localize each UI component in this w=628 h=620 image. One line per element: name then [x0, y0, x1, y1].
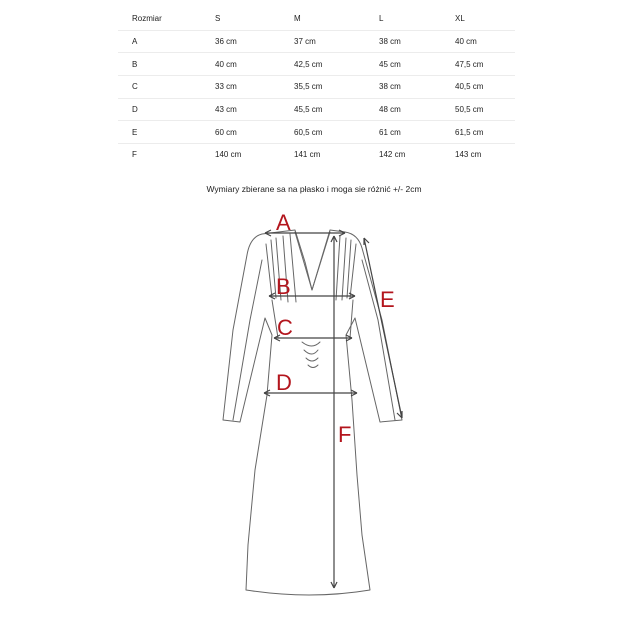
table-cell: 40 cm [215, 53, 294, 76]
label-e: E [380, 287, 395, 312]
table-cell: 61,5 cm [455, 121, 515, 144]
waist-gathers [302, 342, 320, 368]
table-cell: 47,5 cm [455, 53, 515, 76]
table-cell: 45 cm [379, 53, 455, 76]
table-cell: 36 cm [215, 30, 294, 53]
table-cell: C [118, 76, 215, 99]
measurement-note: Wymiary zbierane sa na płasko i moga sie różnić +/- 2cm [206, 184, 422, 194]
neckline-edge [295, 232, 330, 290]
table-cell: 60,5 cm [294, 121, 379, 144]
table-cell: 33 cm [215, 76, 294, 99]
bodice-folds-right [336, 236, 356, 300]
label-f: F [338, 422, 352, 447]
label-b: B [276, 274, 291, 299]
table-cell: 141 cm [294, 150, 321, 160]
table-cell: 140 cm [215, 150, 242, 160]
left-sleeve-seam [233, 260, 262, 420]
table-cell: A [118, 30, 215, 53]
label-c: C [277, 315, 293, 340]
table-cell: 50,5 cm [455, 98, 515, 121]
table-cell: F [132, 150, 137, 160]
table-cell: 42,5 cm [294, 53, 379, 76]
measure-line-e [364, 238, 402, 418]
table-cell: E [118, 121, 215, 144]
table-cell: 60 cm [215, 121, 294, 144]
label-a: A [276, 210, 291, 235]
label-d: D [276, 370, 292, 395]
table-cell: 38 cm [379, 76, 455, 99]
table-cell: 142 cm [379, 150, 406, 160]
table-cell: 43 cm [215, 98, 294, 121]
header-cell: M [294, 8, 379, 30]
table-cell: 61 cm [379, 121, 455, 144]
table-cell: D [118, 98, 215, 121]
table-cell: 40 cm [455, 30, 515, 53]
table-cell: 143 cm [455, 150, 482, 160]
table-cell: 37 cm [294, 30, 379, 53]
dress-outline [223, 230, 402, 595]
table-cell: 48 cm [379, 98, 455, 121]
header-cell: XL [455, 8, 515, 30]
table-cell: 45,5 cm [294, 98, 379, 121]
header-cell: L [379, 8, 455, 30]
table-cell: B [118, 53, 215, 76]
table-cell: 40,5 cm [455, 76, 515, 99]
table-cell: 35,5 cm [294, 76, 379, 99]
header-cell: Rozmiar [118, 8, 215, 30]
table-cell: 38 cm [379, 30, 455, 53]
right-sleeve-seam [362, 260, 395, 420]
header-cell: S [215, 8, 294, 30]
